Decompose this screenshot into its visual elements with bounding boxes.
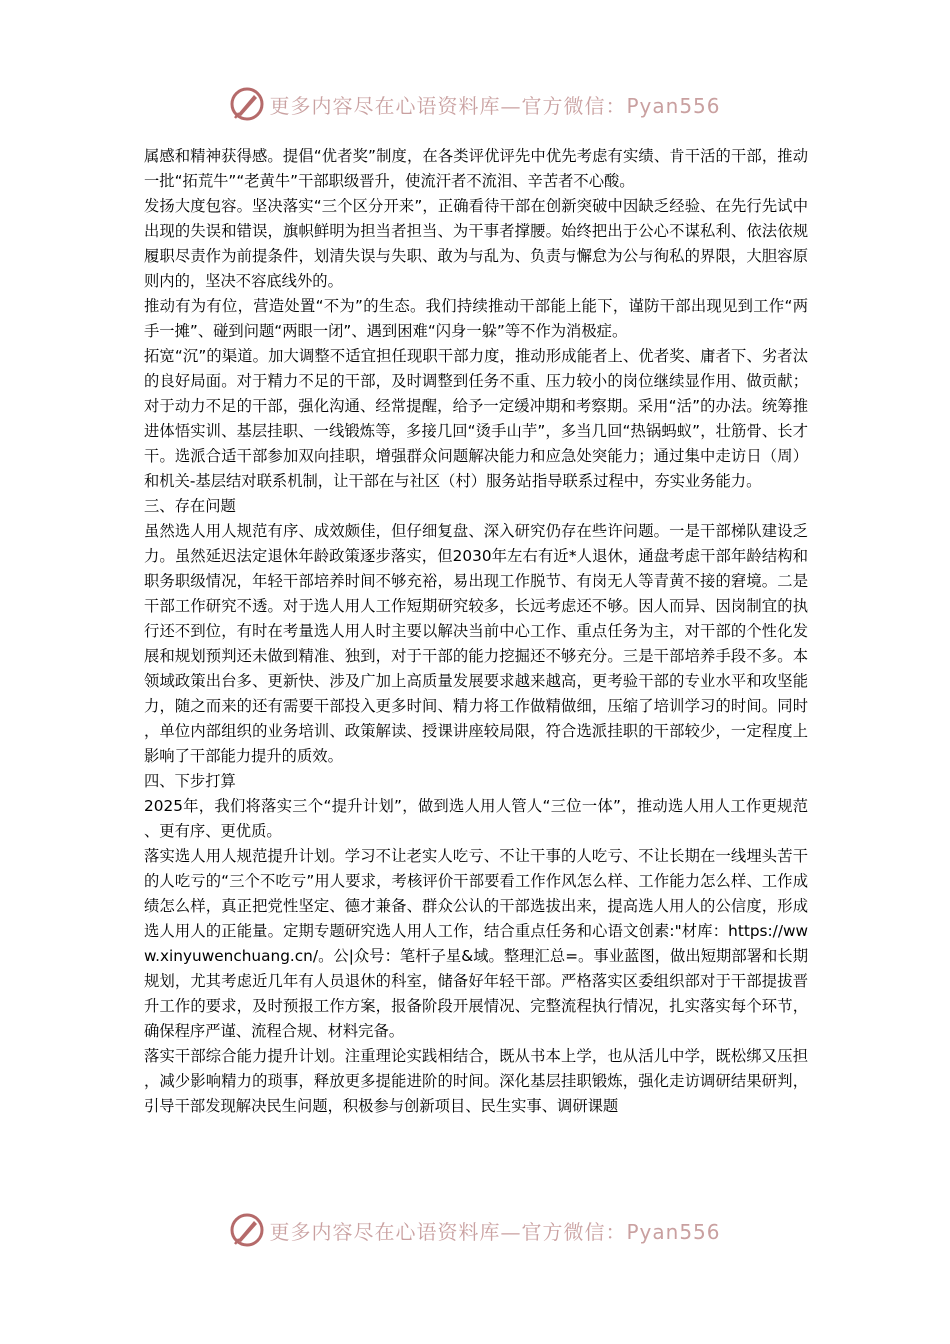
banner-slogan: 更多内容尽在心语资料库—官方微信： <box>269 93 627 118</box>
paragraph: 2025年，我们将落实三个“提升计划”，做到选人用人管人“三位一体”，推动选人用人工作更规范、更有序、更优质。 <box>144 797 808 840</box>
document-body <box>144 144 808 1119</box>
pen-circle-logo-icon <box>229 1212 265 1248</box>
paragraph: 落实干部综合能力提升计划。注重理论实践相结合，既从书本上学，也从活儿中学，既松绑又压担，减少影响精力的琐事，释放更多提能进阶的时间。深化基层挂职锻炼，强化走访调研结果研判，引导干部发现解决民生问题，积极参与创新项目、民生实事、调研课题 <box>144 1047 808 1115</box>
paragraph: 推动有为有位，营造处置“不为”的生态。我们持续推动干部能上能下，谨防干部出现见到工作“两手一摊”、碰到问题“两眼一闭”、遇到困难“闪身一躲”等不作为消极症。 <box>144 297 808 340</box>
banner-text <box>269 1216 720 1245</box>
paragraph: 发扬大度包容。坚决落实“三个区分开来”，正确看待干部在创新突破中因缺乏经验、在先行先试中出现的失误和错误，旗帜鲜明为担当者担当、为干事者撑腰。始终把出于公心不谋私利、依法依规履职尽责作为前提条件，划清失误与失职、敢为与乱为、负责与懈怠为公与徇私的界限，大胆容原则内的，坚决不容底线外的。 <box>144 197 808 290</box>
banner-text <box>269 90 720 119</box>
wechat-id: Pyan556 <box>626 93 721 118</box>
banner-slogan: 更多内容尽在心语资料库—官方微信： <box>269 1219 627 1244</box>
paragraph: 虽然选人用人规范有序、成效颇佳，但仔细复盘、深入研究仍存在些许问题。一是干部梯队建设乏力。虽然延迟法定退休年龄政策逐步落实，但2030年左右有近*人退休，通盘考虑干部年龄结构和职务职级情况，年轻干部培养时间不够充裕，易出现工作脱节、有岗无人等青黄不接的窘境。二是干部工作研究不透。对于选人用人工作短期研究较多，长远考虑还不够。因人而异、因岗制宜的执行还不到位，有时在考量选人用人时主要以解决当前中心工作、重点任务为主，对干部的个性化发展和规划预判还未做到精准、独到，对于干部的能力挖掘还不够充分。三是干部培养手段不多。本领域政策出台多、更新快、涉及广加上高质量发展要求越来越高，更考验干部的专业水平和攻坚能力，随之而来的还有需要干部投入更多时间、精力将工作做精做细，压缩了培训学习的时间。同时，单位内部组织的业务培训、政策解读、授课讲座较局限，符合选派挂职的干部较少，一定程度上影响了干部能力提升的质效。 <box>144 522 808 765</box>
paragraph: 属感和精神获得感。提倡“优者奖”制度，在各类评优评先中优先考虑有实绩、肯干活的干部，推动一批“拓荒牛”“老黄牛”干部职级晋升，使流汗者不流泪、辛苦者不心酸。 <box>144 147 808 190</box>
wechat-id: Pyan556 <box>626 1219 721 1244</box>
section-heading: 四、下步打算 <box>144 772 236 790</box>
pen-circle-logo-icon <box>229 86 265 122</box>
paragraph: 拓宽“沉”的渠道。加大调整不适宜担任现职干部力度，推动形成能者上、优者奖、庸者下、劣者汰的良好局面。对于精力不足的干部，及时调整到任务不重、压力较小的岗位继续显作用、做贡献；对于动力不足的干部，强化沟通、经常提醒，给予一定缓冲期和考察期。采用“活”的办法。统筹推进体悟实训、基层挂职、一线锻炼等，多接几回“烫手山芋”，多当几回“热锅蚂蚁”，壮筋骨、长才干。选派合适干部参加双向挂职，增强群众问题解决能力和应急处突能力；通过集中走访日（周）和机关-基层结对联系机制，让干部在与社区（村）服务站指导联系过程中，夯实业务能力。 <box>144 347 808 490</box>
header-banner <box>0 84 950 124</box>
paragraph: 落实选人用人规范提升计划。学习不让老实人吃亏、不让干事的人吃亏、不让长期在一线埋头苦干的人吃亏的“三个不吃亏”用人要求，考核评价干部要看工作作风怎么样、工作能力怎么样、工作成绩怎么样，真正把党性坚定、德才兼备、群众公认的干部选拔出来，提高选人用人的公信度，形成选人用人的正能量。定期专题研究选人用人工作，结合重点任务和心语文创素:"材库：https://www.xinyuwenchuang.cn/。公|众号：笔杆子星&域。整理汇总=。事业蓝图，做出短期部署和长期规划，尤其考虑近几年有人员退休的科室，储备好年轻干部。严格落实区委组织部对于干部提拔晋升工作的要求，及时预报工作方案，报备阶段开展情况、完整流程执行情况，扎实落实每个环节，确保程序严谨、流程合规、材料完备。 <box>144 847 808 1040</box>
section-heading: 三、存在问题 <box>144 497 236 515</box>
footer-banner <box>0 1210 950 1250</box>
